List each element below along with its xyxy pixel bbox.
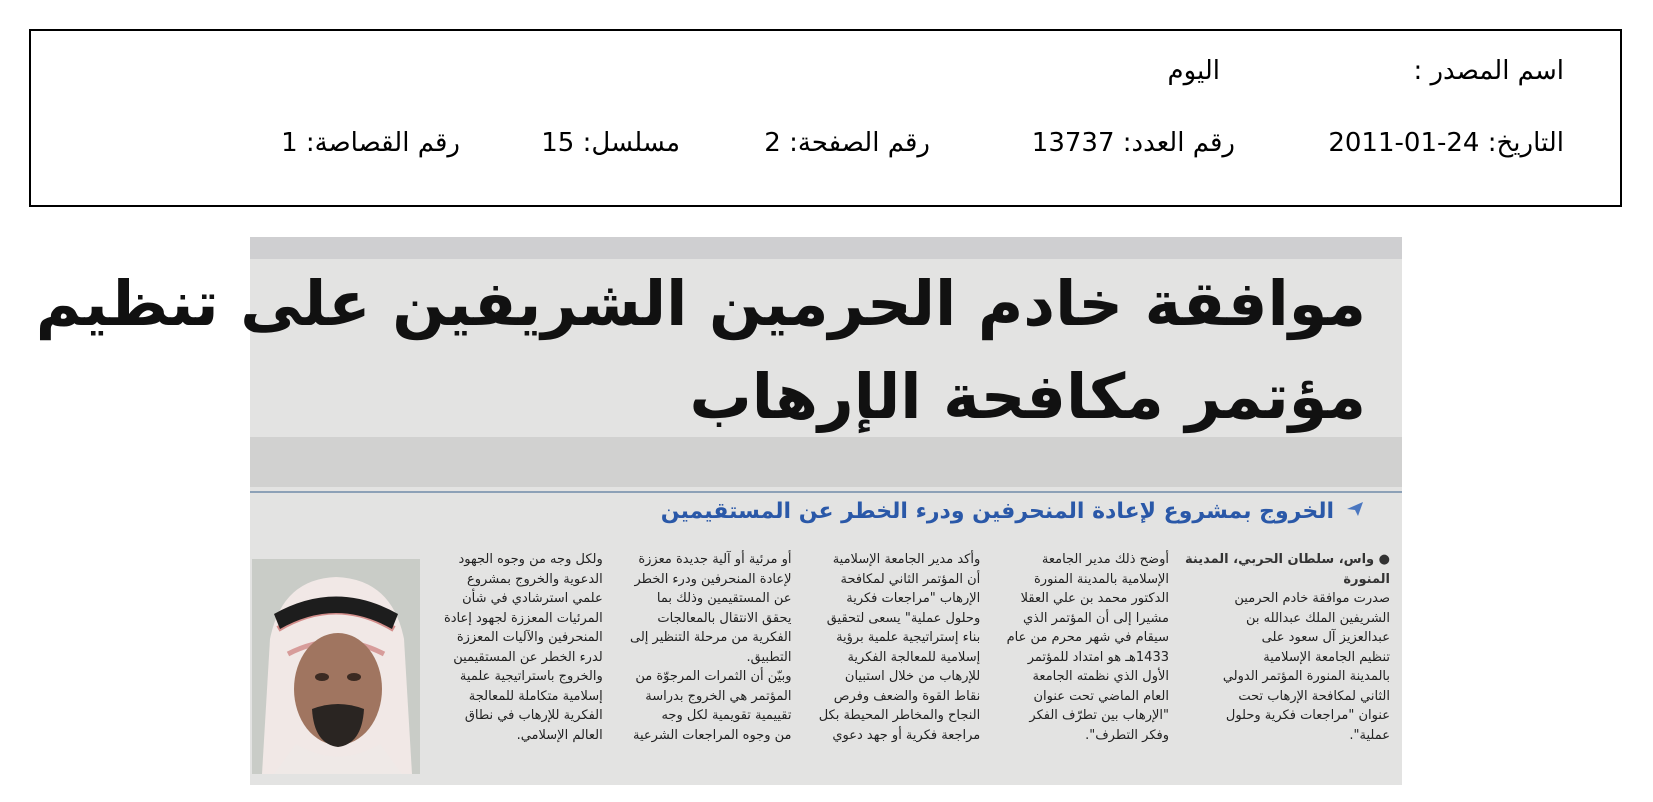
date-field: التاريخ: 24-01-2011: [1328, 128, 1564, 158]
body-line: أن المؤتمر الثاني لمكافحة: [840, 571, 981, 587]
portrait-photo: [252, 559, 420, 774]
bleed-through-text: [250, 437, 1402, 487]
body-line: الفكرية من مرحلة التنظير إلى: [629, 630, 792, 645]
body-line: بناء إستراتيجية علمية برؤية: [836, 630, 981, 645]
previous-article-strip: [250, 237, 1402, 259]
article-column-5: [430, 550, 603, 775]
body-line: الدكتور محمد بن علي العقلا: [1020, 591, 1169, 606]
body-line: عملية".: [1349, 727, 1390, 743]
body-line: المؤتمر هي الخروج بدراسة: [645, 688, 792, 704]
body-line: من وجوه المراجعات الشرعية: [633, 727, 792, 743]
body-line: الفكرية للإرهاب في نطاق: [464, 708, 603, 723]
serial-number-field: مسلسل: 15: [541, 128, 680, 158]
body-line: سيقام في شهر محرم من عام: [1006, 630, 1169, 645]
article-column-2: [996, 550, 1169, 775]
body-line: إسلامية للمعالجة الفكرية: [847, 649, 981, 665]
source-label: اسم المصدر :: [1413, 56, 1564, 86]
body-line: النجاح والمخاطر المحيطة بكل: [818, 708, 981, 723]
body-line: عنوان "مراجعات فكرية وحلول: [1225, 708, 1390, 723]
body-line: إسلامية متكاملة للمعالجة: [468, 688, 603, 704]
body-line: مراجعة فكرية أو جهد دعوي: [832, 727, 981, 743]
clipping-info-box: [29, 29, 1622, 207]
body-line: أوضح ذلك مدير الجامعة: [1041, 552, 1169, 567]
body-line: الدعوية والخروج بمشروع: [467, 571, 603, 587]
body-line: العالم الإسلامي.: [516, 727, 603, 743]
body-line: نقاط القوة والضعف وفرص: [833, 688, 981, 704]
body-line: المنحرفين والآليات المعززة: [456, 630, 603, 645]
body-line: وفكر التطرف".: [1085, 727, 1169, 743]
byline-city: المنورة: [1343, 571, 1390, 587]
article-column-3: [808, 550, 981, 775]
body-line: مشيرا إلى أن المؤتمر الذي: [1022, 610, 1169, 626]
body-line: 1433هـ هو امتداد للمؤتمر: [1027, 649, 1169, 665]
body-line: التطبيق.: [746, 649, 792, 665]
paper-plane-icon: [1346, 500, 1364, 518]
byline: ● واس، سلطان الحربي، المدينة: [1185, 552, 1390, 567]
body-line: تنظيم الجامعة الإسلامية: [1263, 649, 1390, 665]
page-number-field: رقم الصفحة: 2: [764, 128, 930, 158]
body-line: بالمدينة المنورة المؤتمر الدولي: [1222, 669, 1390, 684]
body-line: لإعادة المنحرفين ودرء الخطر: [634, 571, 792, 587]
body-line: والخروج باستراتيجية علمية: [459, 669, 603, 684]
body-line: أو مرئية أو آلية جديدة معززة: [638, 552, 792, 567]
headline-line-2: مؤتمر مكافحة الإرهاب: [689, 360, 1366, 433]
article-column-1: [1185, 550, 1390, 775]
body-line: وحلول عملية" يسعى لتحقيق: [826, 610, 981, 626]
body-line: المرئيات المعززة لجهود إعادة: [443, 610, 603, 626]
body-line: عبدالعزيز آل سعود على: [1261, 630, 1390, 645]
body-line: لدرء الخطر عن المستقيمين: [453, 649, 603, 665]
issue-number-field: رقم العدد: 13737: [1031, 128, 1235, 158]
headline-line-1: موافقة خادم الحرمين الشريفين على تنظيم: [35, 267, 1366, 340]
body-line: "الإرهاب بين تطرّف الفكر: [1029, 708, 1169, 723]
body-line: عن المستقيمين وذلك بما: [656, 591, 792, 606]
source-value: اليوم: [1167, 56, 1220, 86]
body-line: تقييمية تقويمية لكل وجه: [661, 708, 792, 723]
body-line: وأكد مدير الجامعة الإسلامية: [832, 552, 981, 567]
body-line: الثاني لمكافحة الإرهاب تحت: [1238, 688, 1390, 704]
body-line: للإرهاب من خلال استبيان: [844, 669, 981, 684]
body-line: وبيّن أن الثمرات المرجوّة من: [635, 669, 792, 684]
body-line: العام الماضي تحت عنوان: [1033, 688, 1169, 704]
article-columns: [430, 550, 1390, 775]
newspaper-clipping: [35, 237, 1402, 785]
body-line: ولكل وجه من وجوه الجهود: [458, 552, 603, 567]
body-line: علمي استرشادي في شأن: [462, 591, 603, 606]
clipping-number-field: رقم القصاصة: 1: [281, 128, 460, 158]
body-line: الإرهاب "مراجعات فكرية: [846, 591, 981, 606]
headline-divider: [250, 491, 1402, 493]
body-line: يحقق الانتقال بالمعالجات: [657, 610, 792, 626]
body-line: الشريفين الملك عبدالله بن: [1246, 610, 1390, 626]
body-line: الإسلامية بالمدينة المنورة: [1033, 571, 1169, 587]
portrait-figure: [252, 559, 420, 774]
article-column-4: [619, 550, 792, 775]
body-line: الأول الذي نظمته الجامعة: [1032, 669, 1169, 684]
body-line: صدرت موافقة خادم الحرمين: [1234, 591, 1390, 606]
subheadline: الخروج بمشروع لإعادة المنحرفين ودرء الخطر عن المستقيمين: [660, 499, 1334, 524]
